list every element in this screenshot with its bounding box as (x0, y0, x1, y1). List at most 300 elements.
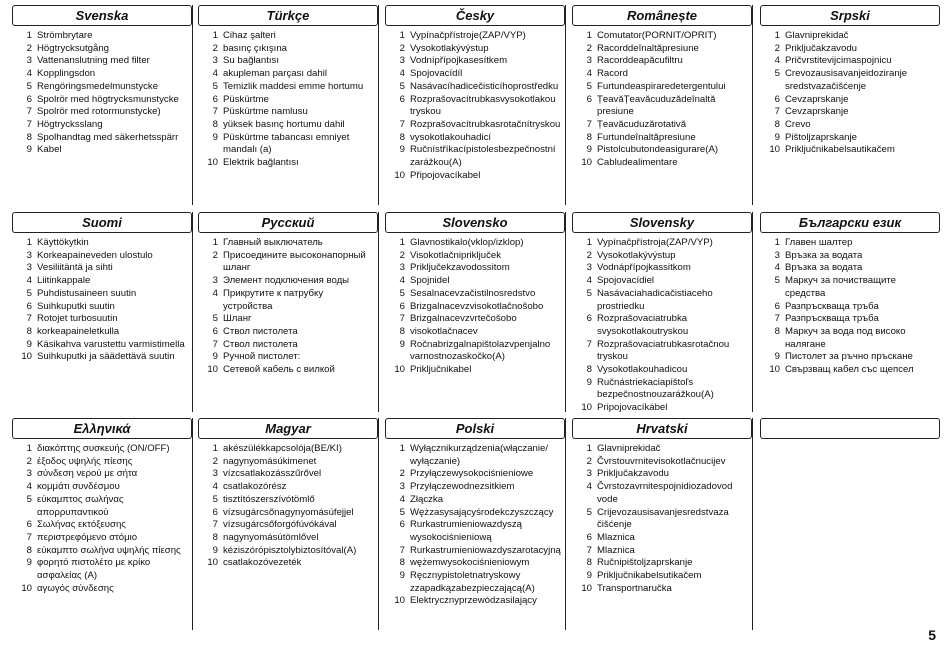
item-label: Priključnikabelsautikačem (785, 144, 895, 156)
item-number: 5 (586, 506, 592, 518)
list-item (198, 119, 378, 132)
item-label: Rozprašovaciatrubkasrotačnou tryskou (597, 338, 730, 363)
item-number: 10 (581, 157, 592, 169)
list-item (12, 106, 192, 119)
parts-list (12, 443, 192, 595)
item-number: 6 (26, 300, 32, 312)
item-number: 4 (26, 481, 32, 493)
item-label: Högtrycksslang (37, 118, 103, 130)
item-number: 3 (399, 481, 405, 493)
item-label: Țeavăcuduzărotativă (597, 118, 687, 130)
item-label: Puhdistusaineen suutin (37, 287, 137, 299)
item-label: Racorddeînaltăpresiune (597, 42, 699, 54)
list-item (385, 237, 565, 250)
list-item (572, 481, 752, 506)
list-item (760, 55, 940, 68)
list-item (385, 68, 565, 81)
item-label: Свързващ кабел със щепсел (785, 364, 914, 376)
item-label: csatlakozórész (223, 481, 287, 493)
item-label: Главен шалтер (785, 237, 853, 248)
item-number: 2 (26, 42, 32, 54)
section-title: Românește (572, 5, 752, 26)
item-number: 10 (769, 144, 780, 156)
list-item (12, 81, 192, 94)
item-label: Temizlik maddesi emme hortumu (223, 80, 364, 92)
list-item (198, 494, 378, 507)
item-number: 7 (26, 313, 32, 325)
list-item (198, 481, 378, 494)
item-number: 10 (581, 582, 592, 594)
item-number: 3 (586, 55, 592, 67)
item-number: 8 (212, 118, 218, 130)
item-label: Racorddeapăcufiltru (597, 55, 683, 67)
item-number: 1 (26, 30, 32, 41)
item-number: 9 (399, 338, 405, 350)
item-number: 8 (399, 557, 405, 569)
list-item (12, 519, 192, 532)
list-item (385, 595, 565, 608)
list-item (12, 456, 192, 469)
list-item (198, 68, 378, 81)
item-number: 9 (399, 570, 405, 582)
item-label: wężemwysokociśnieniowym (410, 557, 530, 569)
list-item (572, 456, 752, 469)
list-item (198, 443, 378, 456)
item-label: Rotojet turbosuutin (37, 313, 118, 325)
item-label: Пистолет за ръчно пръскане (785, 351, 913, 363)
list-item (572, 55, 752, 68)
item-label: Връзка за водата (785, 249, 863, 261)
item-number: 4 (586, 275, 592, 287)
item-number: 7 (212, 338, 218, 350)
list-item (572, 132, 752, 145)
item-label: εύκαμπτο σωλήνα υψηλής πίεσης (37, 544, 181, 556)
item-number: 5 (399, 80, 405, 92)
item-number: 7 (399, 313, 405, 325)
item-number: 2 (212, 455, 218, 467)
item-label: Elektrycznyprzewódzasilający (410, 595, 537, 607)
item-number: 10 (394, 169, 405, 181)
item-number: 10 (21, 582, 32, 594)
item-number: 9 (586, 376, 592, 388)
item-number: 10 (207, 557, 218, 569)
section-title: Slovensko (385, 212, 565, 233)
item-label: Przyłączewysokociśnieniowe (410, 468, 534, 480)
item-number: 4 (212, 481, 218, 493)
list-item (12, 43, 192, 56)
item-label: Liitinkappale (37, 275, 91, 287)
item-number: 9 (212, 351, 218, 363)
list-item (572, 43, 752, 56)
item-label: Brizgalnacevzvrtečošobo (410, 313, 517, 325)
list-item (385, 326, 565, 339)
item-label: vízcsatlakozásszűrővel (223, 468, 322, 480)
item-number: 4 (774, 55, 780, 67)
list-item (12, 326, 192, 339)
item-number: 2 (586, 42, 592, 54)
item-label: Ručnipištoljzaprskanje (597, 557, 693, 569)
item-number: 2 (212, 249, 218, 261)
list-item (12, 68, 192, 81)
list-item (198, 507, 378, 520)
list-item (572, 532, 752, 545)
item-number: 8 (26, 131, 32, 143)
list-item (572, 262, 752, 275)
list-item (12, 275, 192, 288)
item-number: 6 (586, 93, 592, 105)
item-number: 7 (26, 118, 32, 130)
item-label: Priključnikabel (410, 364, 472, 376)
list-item (12, 532, 192, 545)
item-label: akupleman parçası dahil (223, 68, 327, 80)
item-number: 1 (212, 443, 218, 454)
language-section (572, 418, 753, 630)
item-number: 9 (774, 131, 780, 143)
item-label: Spolrör med högtrycksmunstycke (37, 93, 179, 105)
item-number: 2 (399, 468, 405, 480)
item-label: Pripojovacíkábel (597, 402, 668, 414)
list-item (760, 364, 940, 377)
item-label: Elektrik bağlantısı (223, 157, 299, 169)
item-label: περιστρεφόμενο στόμιο (37, 531, 138, 543)
item-number: 1 (26, 237, 32, 248)
item-label: έξοδος υψηλής πίεσης (37, 455, 133, 467)
list-item (760, 132, 940, 145)
item-number: 10 (394, 364, 405, 376)
language-section (760, 418, 940, 630)
item-number: 6 (774, 300, 780, 312)
item-number: 1 (586, 443, 592, 454)
item-label: Glavnostikalo(vklop/izklop) (410, 237, 524, 248)
list-item (385, 364, 565, 377)
item-number: 9 (399, 144, 405, 156)
item-number: 2 (774, 42, 780, 54)
section-title: Русский (198, 212, 378, 233)
item-label: Маркуч за вода под високо налягане (785, 325, 906, 350)
list-item (198, 351, 378, 364)
item-label: Nasávaciahadicačistiaceho prostriedku (597, 287, 713, 312)
item-label: Čvrstozavrnitespojnidiozadovod vode (597, 481, 733, 505)
item-label: Cihaz şalteri (223, 30, 276, 41)
list-item (385, 313, 565, 326)
item-label: akészülékkapcsolója(BE/KI) (223, 443, 342, 454)
item-number: 2 (26, 455, 32, 467)
item-label: Nasávacíhadicečisticíhoprostředku (410, 80, 559, 92)
item-number: 2 (399, 42, 405, 54)
item-number: 1 (212, 237, 218, 248)
list-item (385, 144, 565, 169)
list-item (760, 119, 940, 132)
item-label: Furtundeaspiraredetergentului (597, 80, 726, 92)
item-label: kéziszórópisztolybiztosítóval(A) (223, 544, 357, 556)
item-number: 8 (586, 131, 592, 143)
item-label: Разпръскваща тръба (785, 300, 879, 312)
list-item (198, 326, 378, 339)
section-title: Ελληνικά (12, 418, 192, 439)
language-section (198, 5, 379, 205)
list-item (760, 326, 940, 351)
item-number: 9 (26, 557, 32, 569)
item-label: Элемент подключения воды (223, 275, 350, 287)
item-label: Crevozausisavanjeidoziranje sredstvazačišćenje (785, 68, 908, 92)
item-label: διακόπτης συσκευής (ON/OFF) (37, 443, 170, 454)
section-title: Polski (385, 418, 565, 439)
parts-list (572, 30, 752, 170)
item-number: 7 (212, 106, 218, 118)
item-label: Strömbrytare (37, 30, 93, 41)
item-label: Furtundeînaltăpresiune (597, 131, 696, 143)
list-item (385, 250, 565, 263)
item-label: Wyłącznikurządzenia(włączanie/ wyłączanie) (410, 443, 549, 467)
item-label: Käyttökytkin (37, 237, 89, 248)
list-item (385, 545, 565, 558)
section-title: Srpski (760, 5, 940, 26)
list-item (198, 132, 378, 157)
item-number: 9 (212, 131, 218, 143)
list-item (198, 275, 378, 288)
item-label: Pistolcubutondeasigurare(A) (597, 144, 719, 156)
list-item (12, 237, 192, 250)
item-label: Главный выключатель (223, 237, 323, 248)
item-label: Priključakzavodu (785, 42, 857, 54)
list-item (12, 144, 192, 157)
list-item (198, 237, 378, 250)
list-item (572, 557, 752, 570)
item-number: 5 (212, 493, 218, 505)
item-number: 10 (21, 351, 32, 363)
item-label: Прикрутите к патрубку устройства (223, 287, 324, 312)
list-item (572, 377, 752, 402)
item-number: 8 (774, 325, 780, 337)
item-number: 6 (26, 519, 32, 531)
item-number: 7 (26, 106, 32, 118)
item-label: Ствол пистолета (223, 338, 298, 350)
list-item (385, 481, 565, 494)
parts-list (385, 30, 565, 182)
item-label: Püskürtme namlusu (223, 106, 308, 118)
list-item (572, 68, 752, 81)
list-item (385, 519, 565, 544)
item-label: Spojovacídiel (597, 275, 655, 287)
list-item (198, 532, 378, 545)
item-label: Glavniprekidač (597, 443, 661, 454)
list-item (572, 250, 752, 263)
item-number: 7 (26, 531, 32, 543)
item-label: Vesiliitäntä ja sihti (37, 262, 113, 274)
list-item (198, 106, 378, 119)
section-title: Česky (385, 5, 565, 26)
item-label: κομμάτι συνδέσμου (37, 481, 120, 493)
item-number: 5 (774, 275, 780, 287)
item-number: 4 (774, 262, 780, 274)
item-number: 8 (399, 131, 405, 143)
list-item (572, 94, 752, 119)
item-label: Σωλήνας εκτόξευσης (37, 519, 126, 531)
item-number: 1 (399, 237, 405, 248)
list-item (12, 250, 192, 263)
list-item (572, 157, 752, 170)
item-label: Шланг (223, 313, 252, 325)
item-label: Присоедините высоконапорный шланг (223, 249, 366, 274)
list-item (198, 519, 378, 532)
list-item (385, 288, 565, 301)
section-title: Svenska (12, 5, 192, 26)
section-title: Hrvatski (572, 418, 752, 439)
item-label: Ствол пистолета (223, 325, 298, 337)
item-number: 5 (399, 506, 405, 518)
item-label: Högtrycksutgång (37, 42, 109, 54)
section-title: Türkçe (198, 5, 378, 26)
item-number: 4 (26, 68, 32, 80)
item-label: Brizgalnacevzvisokotlačnošobo (410, 300, 544, 312)
list-item (385, 443, 565, 468)
item-number: 7 (399, 544, 405, 556)
item-label: Ručnístříkacípistolesbezpečnostní zarážkou(A) (410, 144, 556, 169)
item-number: 7 (399, 118, 405, 130)
list-item (198, 43, 378, 56)
item-label: Transportnaručka (597, 582, 672, 594)
parts-list (760, 30, 940, 157)
list-item (760, 262, 940, 275)
list-item (12, 262, 192, 275)
list-item (385, 494, 565, 507)
item-number: 4 (399, 275, 405, 287)
item-number: 5 (212, 80, 218, 92)
item-label: Cabludealimentare (597, 157, 678, 169)
language-section (385, 212, 566, 412)
item-number: 3 (26, 55, 32, 67)
list-item (760, 30, 940, 43)
list-item (385, 170, 565, 183)
item-label: αγωγός σύνδεσης (37, 582, 114, 594)
item-label: Comutator(PORNIT/OPRIT) (597, 30, 717, 41)
list-item (385, 262, 565, 275)
list-item (198, 30, 378, 43)
item-label: Pištoljzaprskanje (785, 131, 857, 143)
list-item (572, 570, 752, 583)
list-item (198, 557, 378, 570)
item-label: Cevzaprskanje (785, 93, 849, 105)
list-item (198, 313, 378, 326)
list-item (760, 68, 940, 93)
list-item (198, 55, 378, 68)
item-label: Spojnidel (410, 275, 450, 287)
list-item (385, 81, 565, 94)
list-item (385, 570, 565, 595)
item-label: basınç çıkışına (223, 42, 287, 54)
item-label: Mlaznica (597, 544, 635, 556)
item-label: visokotlačnacev (410, 325, 478, 337)
item-label: Przyłączewodnezsitkiem (410, 481, 515, 493)
language-section (12, 418, 193, 630)
list-item (12, 494, 192, 519)
item-number: 5 (774, 68, 780, 80)
item-label: ȚeavăȚeavăcuduzădeînaltă presiune (597, 93, 716, 118)
item-number: 10 (207, 364, 218, 376)
item-label: Crijevozausisavanjesredstvaza čišćenje (597, 506, 729, 531)
list-item (385, 275, 565, 288)
item-number: 8 (26, 544, 32, 556)
list-item (385, 507, 565, 520)
list-item (12, 288, 192, 301)
language-section (12, 212, 193, 412)
list-item (572, 30, 752, 43)
list-item (572, 275, 752, 288)
item-label: φορητό πιστολέτο με κρίκο ασφαλείας (A) (37, 557, 151, 582)
item-number: 6 (399, 519, 405, 531)
item-number: 3 (26, 262, 32, 274)
item-number: 6 (212, 93, 218, 105)
item-number: 6 (774, 93, 780, 105)
item-number: 7 (586, 338, 592, 350)
parts-list (12, 30, 192, 157)
parts-list (572, 237, 752, 415)
item-label: Racord (597, 68, 628, 80)
item-label: Rurkastrumieniowazdyszarotacyjną (410, 544, 561, 556)
item-number: 3 (26, 249, 32, 261)
item-number: 1 (399, 443, 405, 454)
item-number: 3 (212, 275, 218, 287)
list-item (572, 288, 752, 313)
item-label: korkeapaineletkulla (37, 325, 120, 337)
list-item (385, 301, 565, 314)
item-number: 7 (774, 106, 780, 118)
item-label: vysokotlakouhadicí (410, 131, 492, 143)
item-number: 6 (399, 93, 405, 105)
list-item (12, 583, 192, 596)
item-number: 4 (586, 481, 592, 493)
item-number: 2 (399, 249, 405, 261)
item-label: Cevzaprskanje (785, 106, 849, 118)
item-label: Ручной пистолет: (223, 351, 301, 363)
item-label: Kopplingsdon (37, 68, 96, 80)
item-number: 6 (26, 93, 32, 105)
list-item (572, 339, 752, 364)
item-label: Mlaznica (597, 531, 635, 543)
list-item (12, 313, 192, 326)
item-number: 4 (399, 493, 405, 505)
item-label: Püskürtme tabancası emniyet mandalı (a) (223, 131, 350, 156)
item-label: Złączka (410, 493, 444, 505)
item-label: Visokotlačnipriključek (410, 249, 502, 261)
list-item (12, 468, 192, 481)
list-item (385, 119, 565, 132)
section-title (760, 418, 940, 439)
list-item (572, 119, 752, 132)
item-label: Маркуч за почистващите средства (785, 275, 897, 299)
item-label: vízsugárcsőforgófúvókával (223, 519, 337, 531)
item-number: 1 (586, 237, 592, 248)
language-section (572, 212, 753, 412)
item-number: 6 (586, 313, 592, 325)
item-number: 5 (586, 287, 592, 299)
list-item (12, 132, 192, 145)
list-item (12, 94, 192, 107)
item-number: 7 (586, 118, 592, 130)
list-item (385, 468, 565, 481)
parts-list (198, 443, 378, 570)
item-label: Crevo (785, 118, 811, 130)
item-number: 4 (212, 287, 218, 299)
language-section (385, 418, 566, 630)
section-title: Slovensky (572, 212, 752, 233)
item-label: tisztítószerszívótömlő (223, 493, 315, 505)
list-item (198, 339, 378, 352)
item-number: 2 (586, 249, 592, 261)
list-item (385, 339, 565, 364)
language-section (760, 212, 940, 412)
list-item (572, 468, 752, 481)
